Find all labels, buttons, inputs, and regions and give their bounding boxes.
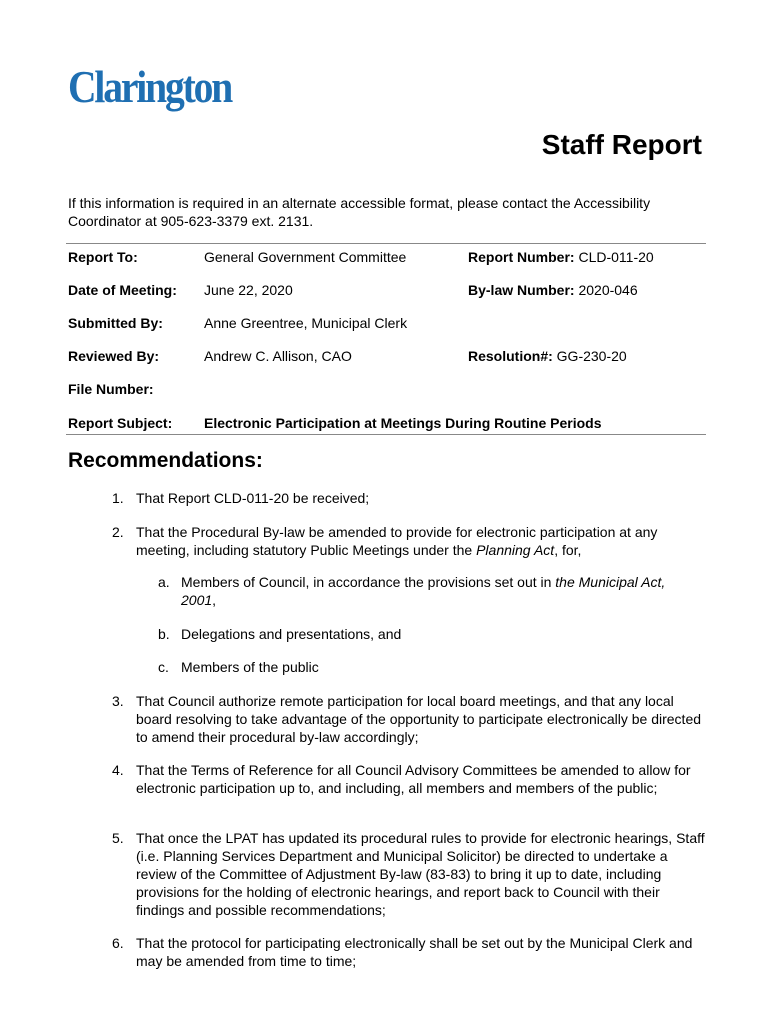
clarington-logo: Clarington bbox=[68, 61, 232, 112]
bylaw-number-value: 2020-046 bbox=[578, 282, 638, 298]
item-number: 1. bbox=[112, 490, 124, 506]
report-number-value: CLD-011-20 bbox=[578, 249, 654, 265]
report-to-label: Report To: bbox=[68, 249, 138, 265]
item-text-italic: Planning Act bbox=[476, 542, 555, 558]
item-letter: a. bbox=[158, 574, 170, 590]
item-text bbox=[136, 523, 706, 559]
meta-row-reviewed bbox=[66, 348, 706, 368]
file-number-label: File Number: bbox=[68, 381, 154, 397]
item-number: 2. bbox=[112, 524, 124, 540]
item-text: That once the LPAT has updated its procedural rules to provide for electronic hearings, Staff (i.e. Planning Services Department and Municipal Solicitor) be directed to undertake a review of the Committee of Adjustment By-law (83-83) to bring it up to date, including provisions for the holding of electronic hearings, and report back to Council with their findings and possible recommendations; bbox=[136, 830, 705, 918]
item-text: That the protocol for participating electronically shall be set out by the Municipal Clerk and may be amended from time to time; bbox=[136, 935, 693, 969]
recommendations-heading: Recommendations: bbox=[68, 449, 263, 472]
item-number: 6. bbox=[112, 935, 124, 951]
submitted-by-value: Anne Greentree, Municipal Clerk bbox=[204, 315, 408, 331]
reviewed-by-value: Andrew C. Allison, CAO bbox=[204, 348, 352, 364]
report-subject-value: Electronic Participation at Meetings During Routine Periods bbox=[204, 415, 602, 431]
bylaw-number-label: By-law Number: bbox=[468, 282, 575, 298]
item-text: That Report CLD-011-20 be received; bbox=[136, 490, 370, 506]
resolution-label: Resolution#: bbox=[468, 348, 553, 364]
meta-row-file-number bbox=[66, 381, 706, 401]
item-text-part: That the Procedural By-law be amended to provide for electronic participation at any meeting, including statutory Public Meetings under the bbox=[136, 524, 658, 558]
report-number-label: Report Number: bbox=[468, 249, 575, 265]
item-text bbox=[181, 573, 691, 609]
report-to-value: General Government Committee bbox=[204, 249, 407, 265]
meta-row-report-to bbox=[66, 249, 706, 269]
reviewed-by-label: Reviewed By: bbox=[68, 348, 160, 364]
item-letter: c. bbox=[158, 659, 169, 675]
item-letter: b. bbox=[158, 626, 170, 642]
resolution bbox=[468, 348, 627, 364]
item-text: Members of the public bbox=[181, 659, 319, 675]
item-text: That the Terms of Reference for all Council Advisory Committees be amended to allow for electronic participation up to, and including, all members and members of the public; bbox=[136, 762, 691, 796]
meta-row-subject bbox=[66, 415, 706, 435]
date-value: June 22, 2020 bbox=[204, 282, 293, 298]
report-number bbox=[468, 249, 654, 265]
item-text-part: , for, bbox=[554, 542, 582, 558]
report-subject-label: Report Subject: bbox=[68, 415, 173, 431]
report-metadata-table bbox=[66, 243, 706, 435]
submitted-by-label: Submitted By: bbox=[68, 315, 163, 331]
meta-row-submitted bbox=[66, 315, 706, 335]
item-number: 5. bbox=[112, 830, 124, 846]
item-text: That Council authorize remote participation for local board meetings, and that any local board resolving to take advantage of the opportunity to participate electronically be directed to amend their procedural by-law accordingly; bbox=[136, 693, 702, 745]
item-text-italic: the Municipal Act, 2001 bbox=[181, 574, 666, 608]
item-text: Delegations and presentations, and bbox=[181, 626, 402, 642]
item-number: 3. bbox=[112, 693, 124, 709]
bylaw-number bbox=[468, 282, 638, 298]
meta-row-date bbox=[66, 282, 706, 302]
item-text-part: , bbox=[212, 592, 217, 608]
item-text-part: Members of Council, in accordance the provisions set out in bbox=[181, 574, 556, 590]
page-title: Staff Report bbox=[541, 129, 702, 160]
date-label: Date of Meeting: bbox=[68, 282, 177, 298]
resolution-value: GG-230-20 bbox=[556, 348, 627, 364]
item-number: 4. bbox=[112, 762, 124, 778]
accessibility-notice: If this information is required in an alternate accessible format, please contact the Accessibility Coordinator at 905-623-3379 ext. 2131. bbox=[68, 195, 651, 229]
